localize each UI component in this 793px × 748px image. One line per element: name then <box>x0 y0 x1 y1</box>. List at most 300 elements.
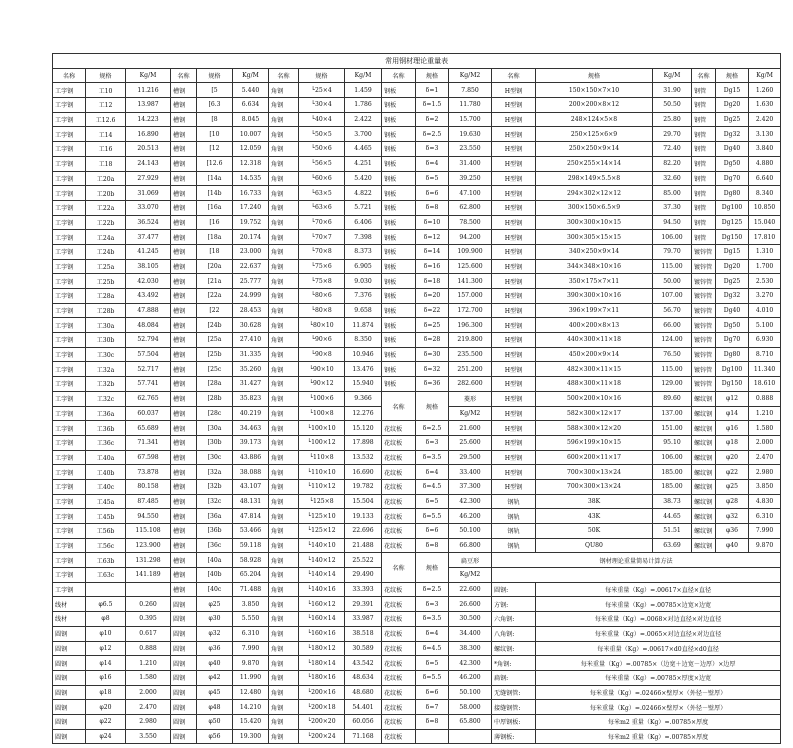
table-cell: 38.73 <box>653 494 692 509</box>
table-cell: 67.598 <box>126 450 171 465</box>
table-cell: 角钢 <box>269 421 299 436</box>
table-cell: Kg/M2 <box>449 568 492 583</box>
table-cell: 47.100 <box>449 186 492 201</box>
table-cell: 钢板 <box>382 127 416 142</box>
column-header: 规格 <box>299 68 345 83</box>
column-header: 规格 <box>536 68 653 83</box>
table-cell: 29.490 <box>345 568 382 583</box>
table-cell: 工字钢 <box>53 347 86 362</box>
table-cell: 工字钢 <box>53 435 86 450</box>
table-cell: 51.51 <box>653 524 692 539</box>
table-cell: 2.470 <box>749 450 781 465</box>
table-cell: 角钢 <box>269 171 299 186</box>
formula-label: 扁钢: <box>492 670 536 685</box>
table-cell: 7.990 <box>749 524 781 539</box>
table-cell: 角钢 <box>269 274 299 289</box>
table-cell: 294×302×12×12 <box>536 186 653 201</box>
table-row <box>53 200 781 215</box>
table-cell: └160×12 <box>299 597 345 612</box>
table-cell: 300×305×15×15 <box>536 230 653 245</box>
table-cell: 31.427 <box>233 377 269 392</box>
table-cell: δ=6 <box>416 186 449 201</box>
table-cell: 80.158 <box>126 479 171 494</box>
formula-text: 每米重量（Kg）=.0068×对边直径×对边直径 <box>536 612 781 627</box>
table-cell: Kg/M2 <box>449 406 492 421</box>
table-cell: φ30 <box>197 612 233 627</box>
table-cell: 花纹板 <box>382 465 416 480</box>
table-cell: δ=4.5 <box>416 641 449 656</box>
table-cell: 300×150×6.5×9 <box>536 200 653 215</box>
table-cell: [36a <box>197 509 233 524</box>
table-cell: 槽钢 <box>171 347 197 362</box>
table-cell: 115.00 <box>653 362 692 377</box>
table-cell: 槽钢 <box>171 553 197 568</box>
table-cell: Dg20 <box>716 259 749 274</box>
table-cell: 57.504 <box>126 347 171 362</box>
table-cell: 1.260 <box>749 83 781 98</box>
table-cell: 390×300×10×16 <box>536 289 653 304</box>
table-cell: 圆钢 <box>171 685 197 700</box>
table-cell: φ12 <box>86 641 126 656</box>
table-cell: 141.300 <box>449 274 492 289</box>
table-cell: 48.634 <box>345 670 382 685</box>
table-cell: 花纹板 <box>382 421 416 436</box>
table-cell: 螺纹钢 <box>692 479 716 494</box>
table-cell: 螺纹钢 <box>692 391 716 406</box>
table-cell: δ=3 <box>416 597 449 612</box>
table-cell: Dg20 <box>716 98 749 113</box>
table-cell: 39.250 <box>449 171 492 186</box>
table-cell: 4.251 <box>345 156 382 171</box>
table-cell: 工字钢 <box>53 421 86 436</box>
table-cell: H型钢 <box>492 377 536 392</box>
table-cell: 角钢 <box>269 186 299 201</box>
table-cell: 34.400 <box>449 626 492 641</box>
table-cell: 角钢 <box>269 289 299 304</box>
table-cell: φ40 <box>716 538 749 553</box>
table-cell: [30b <box>197 435 233 450</box>
table-row <box>53 421 781 436</box>
table-cell: 工字钢 <box>53 215 86 230</box>
table-cell: 工30b <box>86 333 126 348</box>
table-cell: δ=4 <box>416 626 449 641</box>
table-cell: 角钢 <box>269 524 299 539</box>
table-cell: 钢板 <box>382 112 416 127</box>
table-cell: 62.765 <box>126 391 171 406</box>
table-cell: 角钢 <box>269 729 299 744</box>
column-header: 名称 <box>492 68 536 83</box>
table-cell: 工56c <box>86 538 126 553</box>
table-cell: 花纹板 <box>382 524 416 539</box>
table-cell: 115.00 <box>653 259 692 274</box>
table-cell: δ=2.5 <box>416 421 449 436</box>
table-cell: 50K <box>536 524 653 539</box>
table-cell: 43.492 <box>126 289 171 304</box>
table-cell: 角钢 <box>269 626 299 641</box>
table-cell: 槽钢 <box>171 391 197 406</box>
table-cell: [40b <box>197 568 233 583</box>
table-cell: 角钢 <box>269 230 299 245</box>
table-cell: φ56 <box>197 729 233 744</box>
formula-label: 无缝钢管: <box>492 685 536 700</box>
table-cell: 圆钢 <box>53 700 86 715</box>
table-cell: [22a <box>197 289 233 304</box>
table-cell: 工10 <box>86 83 126 98</box>
formula-label: 六角钢: <box>492 612 536 627</box>
table-cell: H型钢 <box>492 289 536 304</box>
table-cell: 150×150×7×10 <box>536 83 653 98</box>
table-cell: 圆钢 <box>53 729 86 744</box>
table-cell: 31.400 <box>449 156 492 171</box>
table-cell: [6.3 <box>197 98 233 113</box>
table-row <box>53 714 781 729</box>
table-cell: 37.30 <box>653 200 692 215</box>
table-cell: 37.300 <box>449 479 492 494</box>
table-cell: 94.50 <box>653 215 692 230</box>
table-cell: Dg25 <box>716 112 749 127</box>
table-cell: 槽钢 <box>171 171 197 186</box>
table-row <box>53 509 781 524</box>
table-cell: 花纹板 <box>382 509 416 524</box>
table-cell: φ6.5 <box>86 597 126 612</box>
table-cell: 角钢 <box>269 714 299 729</box>
table-cell: 47.888 <box>126 303 171 318</box>
table-cell: └200×18 <box>299 700 345 715</box>
table-cell: 500×200×10×16 <box>536 391 653 406</box>
table-cell: 钢管 <box>692 186 716 201</box>
table-cell <box>126 582 171 597</box>
table-cell: 工字钢 <box>53 479 86 494</box>
table-row <box>53 98 781 113</box>
table-cell: 槽钢 <box>171 377 197 392</box>
table-cell: 44.65 <box>653 509 692 524</box>
table-cell: 12.276 <box>345 406 382 421</box>
table-cell: 37.477 <box>126 230 171 245</box>
table-cell: 300×300×10×15 <box>536 215 653 230</box>
table-cell: δ=3 <box>416 142 449 157</box>
table-cell: 螺纹钢 <box>692 465 716 480</box>
table-cell: 400×200×8×13 <box>536 318 653 333</box>
table-cell: δ=5.5 <box>416 509 449 524</box>
table-cell: 4.465 <box>345 142 382 157</box>
table-cell: 123.900 <box>126 538 171 553</box>
table-cell: 钢管 <box>692 215 716 230</box>
table-cell: 22.600 <box>449 582 492 597</box>
table-cell: 9.870 <box>749 538 781 553</box>
table-cell: 115.108 <box>126 524 171 539</box>
table-cell: δ=5 <box>416 494 449 509</box>
table-cell: 角钢 <box>269 377 299 392</box>
formula-text: 每米重量（Kg）=.00785×（边宽＋边宽－边厚）×边厚 <box>536 656 781 671</box>
table-cell: 角钢 <box>269 568 299 583</box>
table-cell: 33.393 <box>345 582 382 597</box>
table-cell: [32a <box>197 465 233 480</box>
table-cell: 15.120 <box>345 421 382 436</box>
table-cell: H型钢 <box>492 274 536 289</box>
table-cell: 工字钢 <box>53 230 86 245</box>
table-cell: 2.420 <box>749 112 781 127</box>
table-cell: 26.600 <box>449 597 492 612</box>
table-cell: 48.680 <box>345 685 382 700</box>
table-cell: 10.007 <box>233 127 269 142</box>
table-cell: 角钢 <box>269 612 299 627</box>
table-cell: δ=3.5 <box>416 450 449 465</box>
table-cell: 钢管 <box>692 171 716 186</box>
table-cell: 33.987 <box>345 612 382 627</box>
formula-label: 八角钢: <box>492 626 536 641</box>
table-cell: 工字钢 <box>53 553 86 568</box>
table-cell: 33.070 <box>126 200 171 215</box>
table-cell: 螺纹钢 <box>692 406 716 421</box>
table-cell: 4.880 <box>749 156 781 171</box>
table-cell: 角钢 <box>269 200 299 215</box>
table-cell: └75×6 <box>299 259 345 274</box>
table-cell: 槽钢 <box>171 259 197 274</box>
table-cell: 圆钢 <box>53 641 86 656</box>
table-cell: └200×20 <box>299 714 345 729</box>
table-cell: 14.223 <box>126 112 171 127</box>
table-cell: 工22a <box>86 200 126 215</box>
table-cell: [36c <box>197 538 233 553</box>
table-cell: 3.270 <box>749 289 781 304</box>
table-cell: δ=4.5 <box>416 479 449 494</box>
table-cell: φ20 <box>716 450 749 465</box>
table-cell: 27.410 <box>233 333 269 348</box>
table-cell: δ=25 <box>416 318 449 333</box>
table-cell: 15.420 <box>233 714 269 729</box>
table-cell: 56.70 <box>653 303 692 318</box>
table-cell: └70×7 <box>299 230 345 245</box>
table-cell: φ36 <box>716 524 749 539</box>
table-cell: 镀锌管 <box>692 362 716 377</box>
table-cell: [18a <box>197 230 233 245</box>
table-cell: 角钢 <box>269 215 299 230</box>
table-cell: δ=8 <box>416 538 449 553</box>
table-cell: H型钢 <box>492 186 536 201</box>
table-cell: Dg70 <box>716 171 749 186</box>
table-cell: 槽钢 <box>171 142 197 157</box>
table-cell: 43K <box>536 509 653 524</box>
table-cell: 角钢 <box>269 156 299 171</box>
table-cell: 1.630 <box>749 98 781 113</box>
table-cell: 19.630 <box>449 127 492 142</box>
table-cell: Dg15 <box>716 244 749 259</box>
table-cell: H型钢 <box>492 435 536 450</box>
table-cell: QU80 <box>536 538 653 553</box>
table-cell: 螺纹钢 <box>692 421 716 436</box>
table-cell: 工20a <box>86 171 126 186</box>
table-cell: 11.780 <box>449 98 492 113</box>
table-cell: 71.488 <box>233 582 269 597</box>
table-cell: [32b <box>197 479 233 494</box>
table-cell: 工字钢 <box>53 289 86 304</box>
table-row <box>53 244 781 259</box>
table-cell: 94.200 <box>449 230 492 245</box>
formula-spacer <box>492 568 781 583</box>
table-cell: 圆钢 <box>171 626 197 641</box>
column-header: 规格 <box>86 68 126 83</box>
table-cell: 1.459 <box>345 83 382 98</box>
table-cell: 11.990 <box>233 670 269 685</box>
table-cell: 1.310 <box>749 244 781 259</box>
table-cell: └140×16 <box>299 582 345 597</box>
table-cell: 工22b <box>86 215 126 230</box>
column-header: 规格 <box>416 68 449 83</box>
table-cell: 8.045 <box>233 112 269 127</box>
table-cell: └56×5 <box>299 156 345 171</box>
table-cell: δ=20 <box>416 289 449 304</box>
table-cell: 11.340 <box>749 362 781 377</box>
table-cell: 工63c <box>86 568 126 583</box>
table-cell: 槽钢 <box>171 127 197 142</box>
table-cell: 2.000 <box>749 435 781 450</box>
table-cell: 2.980 <box>126 714 171 729</box>
table-cell: Dg40 <box>716 303 749 318</box>
table-row <box>53 259 781 274</box>
table-cell: 131.298 <box>126 553 171 568</box>
table-cell: 工字钢 <box>53 318 86 333</box>
column-header: Kg/M <box>345 68 382 83</box>
table-cell: φ8 <box>86 612 126 627</box>
table-cell: H型钢 <box>492 98 536 113</box>
table-row <box>53 112 781 127</box>
table-cell: Dg150 <box>716 377 749 392</box>
table-cell: 10.850 <box>749 200 781 215</box>
table-cell: 花纹板 <box>382 656 416 671</box>
table-cell: 582×300×12×17 <box>536 406 653 421</box>
table-cell: 圆钢 <box>171 641 197 656</box>
table-cell: 钢管 <box>692 230 716 245</box>
table-cell: 14.210 <box>233 700 269 715</box>
table-cell: 10.946 <box>345 347 382 362</box>
table-row <box>53 626 781 641</box>
table-cell: 82.20 <box>653 156 692 171</box>
table-cell: 6.640 <box>749 171 781 186</box>
table-cell: φ32 <box>197 626 233 641</box>
table-cell: [25a <box>197 333 233 348</box>
table-cell: 圆钢 <box>171 700 197 715</box>
table-cell: 219.800 <box>449 333 492 348</box>
table-cell: Dg100 <box>716 362 749 377</box>
table-cell: 钢板 <box>382 156 416 171</box>
table-cell: 5.550 <box>233 612 269 627</box>
table-cell: δ=6 <box>416 524 449 539</box>
table-cell: Dg32 <box>716 289 749 304</box>
table-cell: 1.580 <box>749 421 781 436</box>
table-cell: 工字钢 <box>53 186 86 201</box>
table-cell: 196.300 <box>449 318 492 333</box>
table-cell: δ=5.5 <box>416 670 449 685</box>
table-cell: 工字钢 <box>53 377 86 392</box>
table-cell: 花纹板 <box>382 670 416 685</box>
table-cell: δ=7 <box>416 700 449 715</box>
table-cell: 槽钢 <box>171 479 197 494</box>
table-cell: 78.500 <box>449 215 492 230</box>
table-cell: φ16 <box>86 670 126 685</box>
formula-label: 接缝钢管: <box>492 700 536 715</box>
table-cell: φ42 <box>197 670 233 685</box>
table-cell: [12.6 <box>197 156 233 171</box>
table-cell: 38.088 <box>233 465 269 480</box>
table-cell: φ20 <box>86 700 126 715</box>
table-cell: 15.940 <box>345 377 382 392</box>
table-cell: 3.850 <box>749 479 781 494</box>
table-cell: 角钢 <box>269 597 299 612</box>
table-cell: └90×12 <box>299 377 345 392</box>
table-cell: 工40c <box>86 479 126 494</box>
table-cell: 250×125×6×9 <box>536 127 653 142</box>
table-cell: 65.800 <box>449 714 492 729</box>
table-cell: 60.037 <box>126 406 171 421</box>
table-cell: 钢板 <box>382 230 416 245</box>
table-cell: └70×6 <box>299 215 345 230</box>
table-cell: 42.030 <box>126 274 171 289</box>
table-cell: 角钢 <box>269 347 299 362</box>
table-cell: └180×16 <box>299 670 345 685</box>
table-cell: 工56b <box>86 524 126 539</box>
table-cell: 13.532 <box>345 450 382 465</box>
table-cell: H型钢 <box>492 479 536 494</box>
table-cell: 角钢 <box>269 465 299 480</box>
table-cell: δ=2.5 <box>416 582 449 597</box>
table-cell: δ=18 <box>416 274 449 289</box>
table-cell: 1.700 <box>749 259 781 274</box>
table-cell <box>416 729 449 744</box>
table-cell: └63×6 <box>299 200 345 215</box>
table-cell: └50×6 <box>299 142 345 157</box>
table-cell: 槽钢 <box>171 303 197 318</box>
table-cell: 3.130 <box>749 127 781 142</box>
table-cell: δ=1.5 <box>416 98 449 113</box>
table-cell: 50.100 <box>449 524 492 539</box>
table-cell: 工字钢 <box>53 171 86 186</box>
table-cell: └80×10 <box>299 318 345 333</box>
table-cell: 15.700 <box>449 112 492 127</box>
table-cell: 48.084 <box>126 318 171 333</box>
table-cell: 角钢 <box>269 582 299 597</box>
table-cell: δ=4 <box>416 156 449 171</box>
table-cell: 0.888 <box>126 641 171 656</box>
table-cell: 工字钢 <box>53 112 86 127</box>
table-cell: 38.518 <box>345 626 382 641</box>
table-cell: └180×14 <box>299 656 345 671</box>
table-cell: 71.168 <box>345 729 382 744</box>
table-cell: 工12.6 <box>86 112 126 127</box>
table-cell: 4.010 <box>749 303 781 318</box>
table-cell: δ=32 <box>416 362 449 377</box>
table-cell: φ22 <box>716 465 749 480</box>
table-cell: 43.886 <box>233 450 269 465</box>
table-cell: 花纹板 <box>382 479 416 494</box>
table-row <box>53 289 781 304</box>
table-cell: 3.700 <box>345 127 382 142</box>
table-cell: 8.350 <box>345 333 382 348</box>
table-cell: 镀锌管 <box>692 333 716 348</box>
table-cell: δ=4 <box>416 465 449 480</box>
table-cell: δ=8 <box>416 714 449 729</box>
table-cell: 工32b <box>86 377 126 392</box>
table-cell: 钢板 <box>382 142 416 157</box>
table-cell: 角钢 <box>269 553 299 568</box>
table-cell: 5.440 <box>233 83 269 98</box>
table-cell: 8.340 <box>749 186 781 201</box>
table-cell: 钢管 <box>692 127 716 142</box>
table-cell: 名称 <box>382 391 416 420</box>
table-row <box>53 215 781 230</box>
table-cell: 298×149×5.5×8 <box>536 171 653 186</box>
table-row <box>53 700 781 715</box>
table-cell: 槽钢 <box>171 186 197 201</box>
